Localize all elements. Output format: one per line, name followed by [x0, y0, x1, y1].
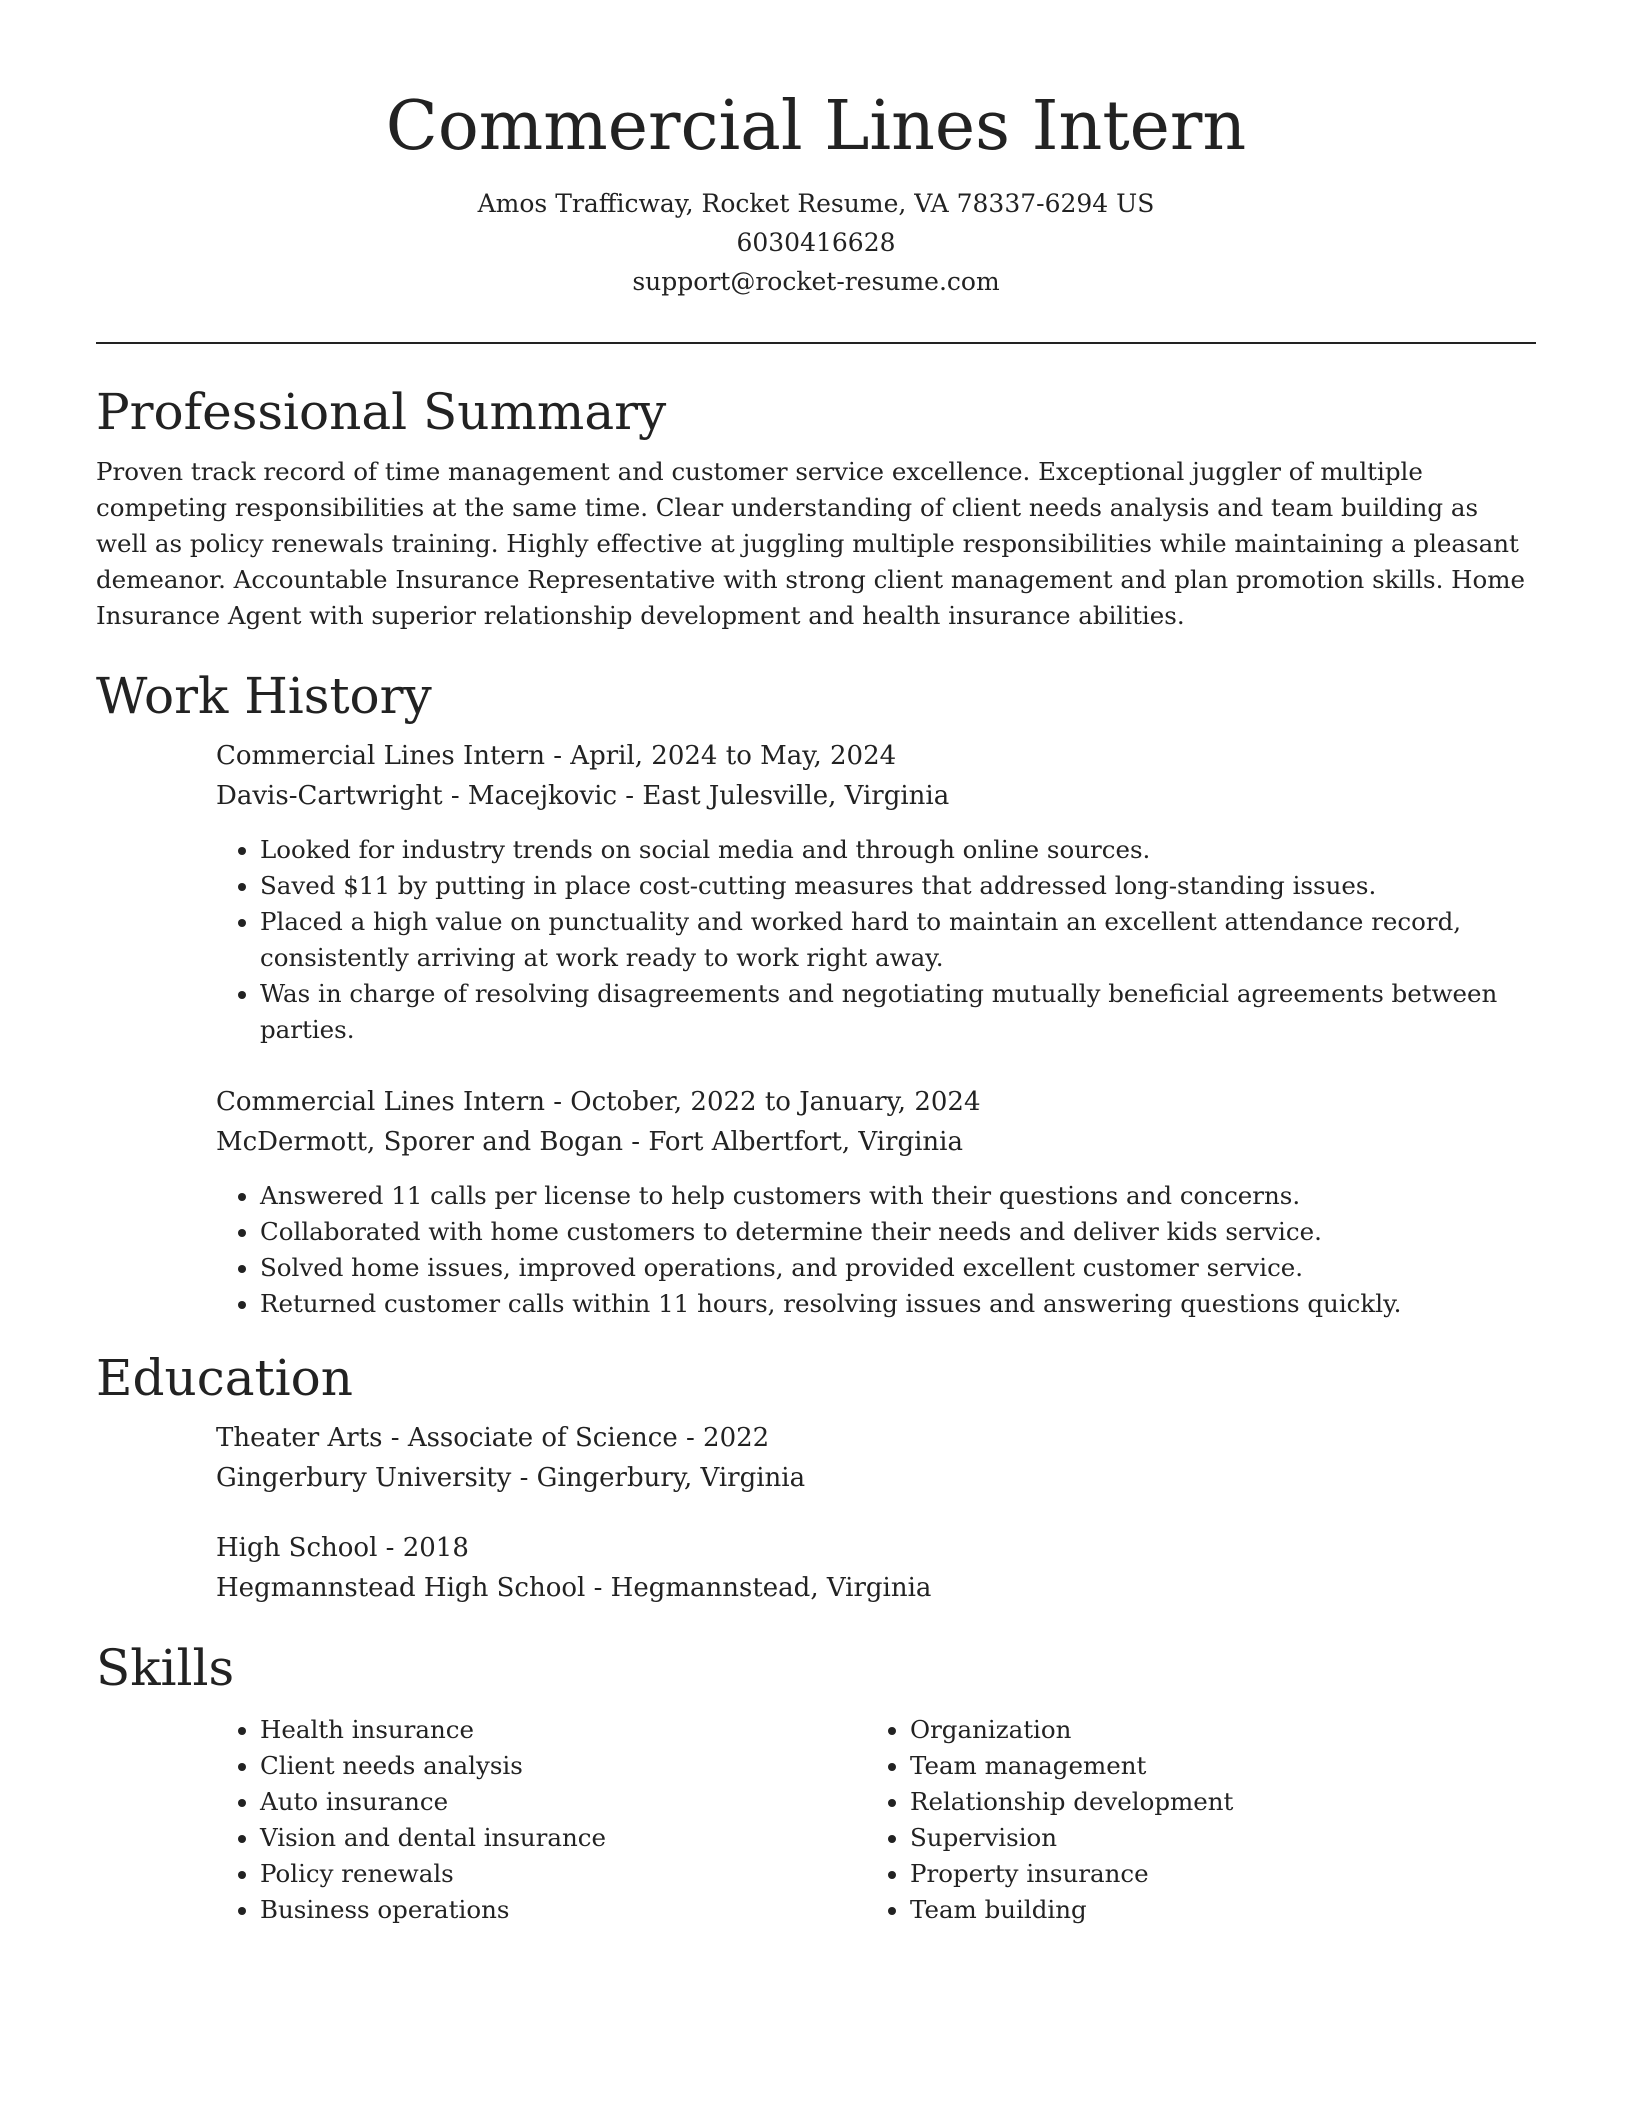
skill-item: • Property insurance	[910, 1856, 1516, 1892]
job-company-line	[216, 776, 1536, 816]
education-year: - 2018	[377, 1533, 469, 1563]
job-entry	[216, 1082, 1536, 1322]
job-entry	[216, 736, 1536, 1048]
skill-item: • Team management	[910, 1748, 1516, 1784]
skills-columns	[216, 1712, 1536, 1928]
job-company-line	[216, 1122, 1536, 1162]
education-year: - 2022	[677, 1423, 770, 1453]
job-location: - Fort Albertfort, Virginia	[623, 1127, 963, 1157]
skill-item: • Health insurance	[260, 1712, 866, 1748]
summary-text: Proven track record of time management and customer service excellence. Exceptional juggler of multiple competing responsibilities at the same time. Clear understanding of client needs analysis and team building as well as policy renewals training. Highly effective at juggling multiple responsibilities while maintaining a pleasant demeanor. Accountable Insurance Representative with strong client management and plan promotion skills. Home Insurance Agent with superior relationship development and health insurance abilities.	[96, 457, 1526, 630]
work-history-section	[96, 664, 1536, 1322]
summary-section	[96, 380, 1536, 634]
job-bullet: • Solved home issues, improved operations, and provided excellent customer service.	[260, 1250, 1536, 1286]
contact-block	[0, 184, 1632, 301]
job-bullets	[216, 832, 1536, 1048]
contact-email: support@rocket-resume.com	[632, 267, 1000, 296]
job-dates: - October, 2022 to January, 2024	[544, 1087, 981, 1117]
job-bullet: • Collaborated with home customers to determine their needs and deliver kids service.	[260, 1214, 1536, 1250]
education-entry	[216, 1418, 1536, 1498]
education-school-line	[216, 1458, 1536, 1498]
education-degree: Theater Arts - Associate of Science	[216, 1423, 678, 1453]
job-company: Davis-Cartwright - Macejkovic	[216, 781, 618, 811]
header-divider	[96, 342, 1536, 344]
job-bullet: • Looked for industry trends on social media and through online sources.	[260, 832, 1536, 868]
job-role: Commercial Lines Intern	[216, 741, 545, 771]
skills-list-left	[216, 1712, 866, 1928]
job-heading	[216, 1082, 1536, 1122]
candidate-name: Commercial Lines Intern	[385, 87, 1247, 166]
job-role: Commercial Lines Intern	[216, 1087, 545, 1117]
education-degree-line	[216, 1418, 1536, 1458]
job-bullets	[216, 1178, 1536, 1322]
job-bullet: • Returned customer calls within 11 hours, resolving issues and answering questions quickly.	[260, 1286, 1536, 1322]
skill-item: • Policy renewals	[260, 1856, 866, 1892]
job-location: - East Julesville, Virginia	[617, 781, 950, 811]
education-school-line	[216, 1568, 1536, 1608]
job-bullet: • Saved $11 by putting in place cost-cutting measures that addressed long-standing issues.	[260, 868, 1536, 904]
job-bullet: • Placed a high value on punctuality and worked hard to maintain an excellent attendance record, consistently arriving at work ready to work right away.	[260, 904, 1536, 976]
education-school: Hegmannstead High School	[216, 1573, 586, 1603]
education-entry	[216, 1528, 1536, 1608]
skill-item: • Team building	[910, 1892, 1516, 1928]
resume-header	[0, 82, 1632, 301]
summary-title: Professional Summary	[96, 383, 667, 441]
skill-item: • Organization	[910, 1712, 1516, 1748]
work-history-title: Work History	[96, 667, 432, 725]
skills-list-right	[866, 1712, 1516, 1928]
education-section	[96, 1346, 1536, 1608]
job-company: McDermott, Sporer and Bogan	[216, 1127, 623, 1157]
job-heading	[216, 736, 1536, 776]
skill-item: • Client needs analysis	[260, 1748, 866, 1784]
skill-item: • Auto insurance	[260, 1784, 866, 1820]
job-dates: - April, 2024 to May, 2024	[544, 741, 897, 771]
job-bullet: • Answered 11 calls per license to help customers with their questions and concerns.	[260, 1178, 1536, 1214]
job-bullet: • Was in charge of resolving disagreements and negotiating mutually beneficial agreements between parties.	[260, 976, 1536, 1048]
education-location: - Gingerbury, Virginia	[511, 1463, 806, 1493]
skill-item: • Relationship development	[910, 1784, 1516, 1820]
education-degree-line	[216, 1528, 1536, 1568]
skill-item: • Vision and dental insurance	[260, 1820, 866, 1856]
skills-section	[96, 1636, 1536, 1928]
education-title: Education	[96, 1349, 353, 1407]
contact-address: Amos Trafficway, Rocket Resume, VA 78337-6294 US	[477, 189, 1155, 218]
contact-phone: 6030416628	[736, 228, 896, 257]
skill-item: • Supervision	[910, 1820, 1516, 1856]
skill-item: • Business operations	[260, 1892, 866, 1928]
education-degree: High School	[216, 1533, 378, 1563]
skills-title: Skills	[96, 1639, 235, 1697]
education-location: - Hegmannstead, Virginia	[585, 1573, 932, 1603]
education-school: Gingerbury University	[216, 1463, 512, 1493]
